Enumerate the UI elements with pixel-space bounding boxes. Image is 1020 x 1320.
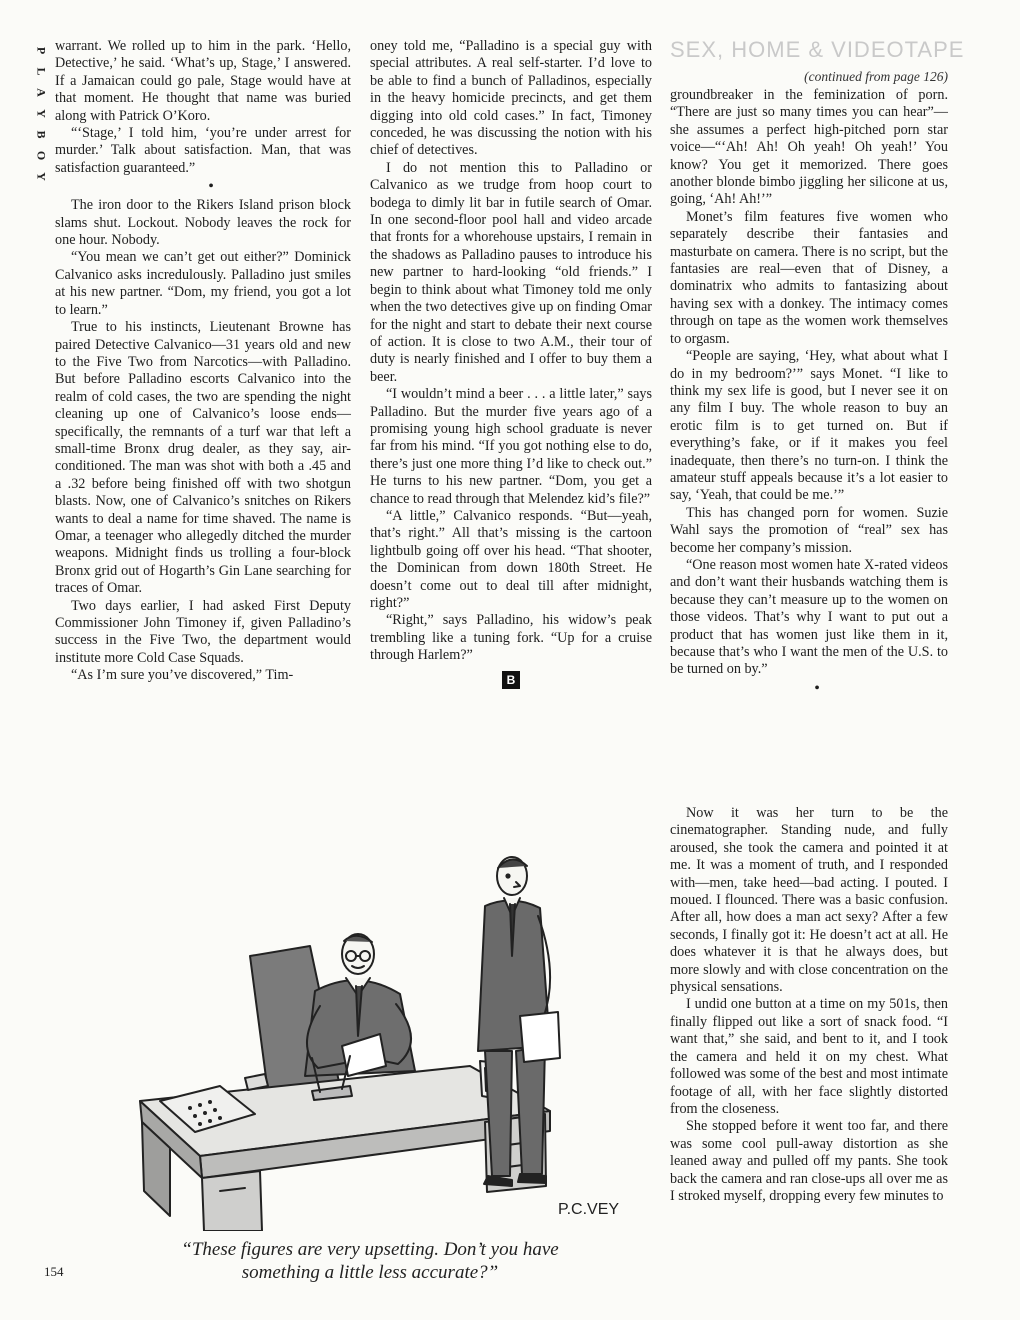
paragraph: Two days earlier, I had asked First Deputy Commissioner John Timoney if, given Palladino’s success in the Five Two, the department would institute more Cold Case Squads. <box>55 597 351 666</box>
sidebar-column <box>670 37 965 699</box>
paragraph: groundbreaker in the feminization of porn. “There are just so many times you can hear”—she assumes a perfect high-pitched porn star voice—“‘Ah! Ah! Oh yeah! Oh yeah!’ You know? You get it memorized. There goes another blonde bimbo jiggling her silicone at us, going, ‘Ah! Ah!’” <box>670 87 948 208</box>
section-break: • <box>814 679 820 697</box>
section-break: • <box>208 178 214 196</box>
rabbit-logo-icon: B <box>502 671 520 689</box>
cartoonist-signature: P.C.VEY <box>558 1201 620 1218</box>
paragraph: “People are saying, ‘Hey, what about what I do in my bedroom?’” says Monet. “I like to think my sex life is good, but I never see it on any film I buy. The whole reason to buy an erotic film is to get turned on. But if everything’s fake, or if it makes you feel inadequate, then there’s no turn-on. I think the amateur stuff appeals because it’s a lot easier to say, ‘Yeah, that could be me.’” <box>670 348 948 504</box>
paragraph: “You mean we can’t get out either?” Dominick Calvanico asks incredulously. Palladino just smiles at his new partner. “Dom, my friend, you got a lot to learn.” <box>55 249 351 318</box>
paragraph: “One reason most women hate X-rated videos and don’t want their husbands watching them is because they can’t measure up to the women on those videos. That’s why I want to put out a product that has women just like them in it, because that’s who I want the men of the U.S. to be turned on by.” <box>670 556 948 678</box>
article-column-2 <box>370 38 652 689</box>
paragraph: “‘Stage,’ I told him, ‘you’re under arrest for murder.’ Talk about satisfaction. Man, that was satisfaction guaranteed.” <box>55 125 351 176</box>
page-number: 154 <box>44 1264 64 1279</box>
paragraph: I undid one button at a time on my 501s, then finally flipped out like a sort of snack food. “I want that,” she said, and bent to it, and I took the camera and held it on my chest. What followed was some of the best and most intimate footage of all, with her face slightly distorted from the closeness. <box>670 996 948 1117</box>
sidebar-column-continued <box>670 805 948 1205</box>
paragraph: Monet’s film features five women who separately describe their fantasies and masturbate on camera. There is no script, but the fantasies are real—even that of Disney, a dominatrix who admits to fantasizing about having sex with a donkey. The intimacy comes through on tape as the women work themselves to orgasm. <box>670 208 948 347</box>
cartoon-illustration <box>80 846 660 1231</box>
end-of-article-mark <box>370 671 652 689</box>
paragraph: warrant. We rolled up to him in the park. ‘Hello, Detective,’ he said. ‘What’s up, Stage,’ I answered. If a Jamaican could go pale, Stage would have at that moment. He thought that name was buried along with Patrick O’Koro. <box>55 38 351 124</box>
cartoon-caption: “These figures are very upsetting. Don’t you have something a little less accurate?” <box>181 1239 559 1283</box>
paragraph: “Right,” says Palladino, his widow’s peak trembling like a tuning fork. “Up for a cruise through Harlem?” <box>370 612 652 664</box>
continued-from-note: (continued from page 126) <box>804 69 948 84</box>
paragraph: “A little,” Calvanico responds. “But—yeah, that’s right.” All that’s missing is the cartoon lightbulb going off over his head. “That shooter, the Dominican from down 180th Street. He doesn’t come out to deal till after midnight, right?” <box>370 507 652 611</box>
paragraph: Now it was her turn to be the cinematographer. Standing nude, and fully aroused, she took the camera and pointed it at me. It was a moment of truth, and I responded with—men, take heed—bad acting. I pouted. I moued. I flounced. There was a basic confusion. After all, how does a man act sexy? After a few seconds, I finally got it: He doesn’t act at all. He does whatever it is that he always does, but more slowly and with close concentration on the physical sensations. <box>670 805 948 996</box>
paragraph: oney told me, “Palladino is a special guy with special attributes. A real self-starter. I’d love to be able to find a bunch of Palladinos, especially in the heavy homicide precincts, and get them digging into old cold cases.” In fact, Timoney conceded, he was discussing the notion with his chief of detectives. <box>370 38 652 159</box>
paragraph: I do not mention this to Palladino or Calvanico as we trudge from hoop court to bodega to dimly lit bar in futile search of Omar. In one second-floor pool hall and video arcade that fronts for a whorehouse upstairs, I remain in the shadows as Palladino pauses to introduce his new partner to hard-looking “old friends.” I begin to think about what Timoney told me only when the two detectives give up on finding Omar for the night and start to debate their next course of action. It is close to two A.M., their tour of duty is nearly finished and I offer to buy them a beer. <box>370 159 652 385</box>
paragraph: This has changed porn for women. Suzie Wahl says the promotion of “real” sex has become her company’s mission. <box>670 504 948 556</box>
magazine-vertical-label: P L A Y B O Y <box>34 46 49 181</box>
sidebar-title: SEX, HOME & VIDEOTAPE <box>670 37 965 62</box>
paragraph: “As I’m sure you’ve discovered,” Tim- <box>71 667 294 684</box>
paragraph: The iron door to the Rikers Island prison block slams shut. Lockout. Nobody leaves the rock for one hour. Nobody. <box>55 197 351 249</box>
paragraph: True to his instincts, Lieutenant Browne has paired Detective Calvanico—31 years old and new to the Five Two from Narcotics—with Palladino. But before Palladino escorts Calvanico into the realm of cold cases, the two are spending the night cleaning up one of Calvanico’s loose ends—specifically, the remnants of a turf war that left a small-time Bronx drug dealer, as they say, air-conditioned. The man was shot with both a .45 and a .32 before being finished off with two shotgun blasts. Now, one of Calvanico’s snitches on Rikers wants to deal a name for time shaved. The name is Omar, a teenager who allegedly ditched the murder weapons. Midnight finds us trolling a four-block Bronx grid out of Hogarth’s Gin Lane searching for traces of Omar. <box>55 319 351 597</box>
paragraph: She stopped before it went too far, and there was some cool pull-away distortion as she leaned away and pulled off my pants. She took back the camera and ran close-ups all over me as I stroked myself, dropping every few minutes to <box>670 1118 948 1204</box>
article-column-1 <box>55 38 351 685</box>
paragraph: “I wouldn’t mind a beer . . . a little later,” says Palladino. But the murder five years ago of a promising young high school graduate is never far from his mind. “If you got nothing else to do, there’s just one more thing I’d like to check out.” He turns to his new partner. “Dom, you get a chance to read through that Melendez kid’s file?” <box>370 386 652 507</box>
